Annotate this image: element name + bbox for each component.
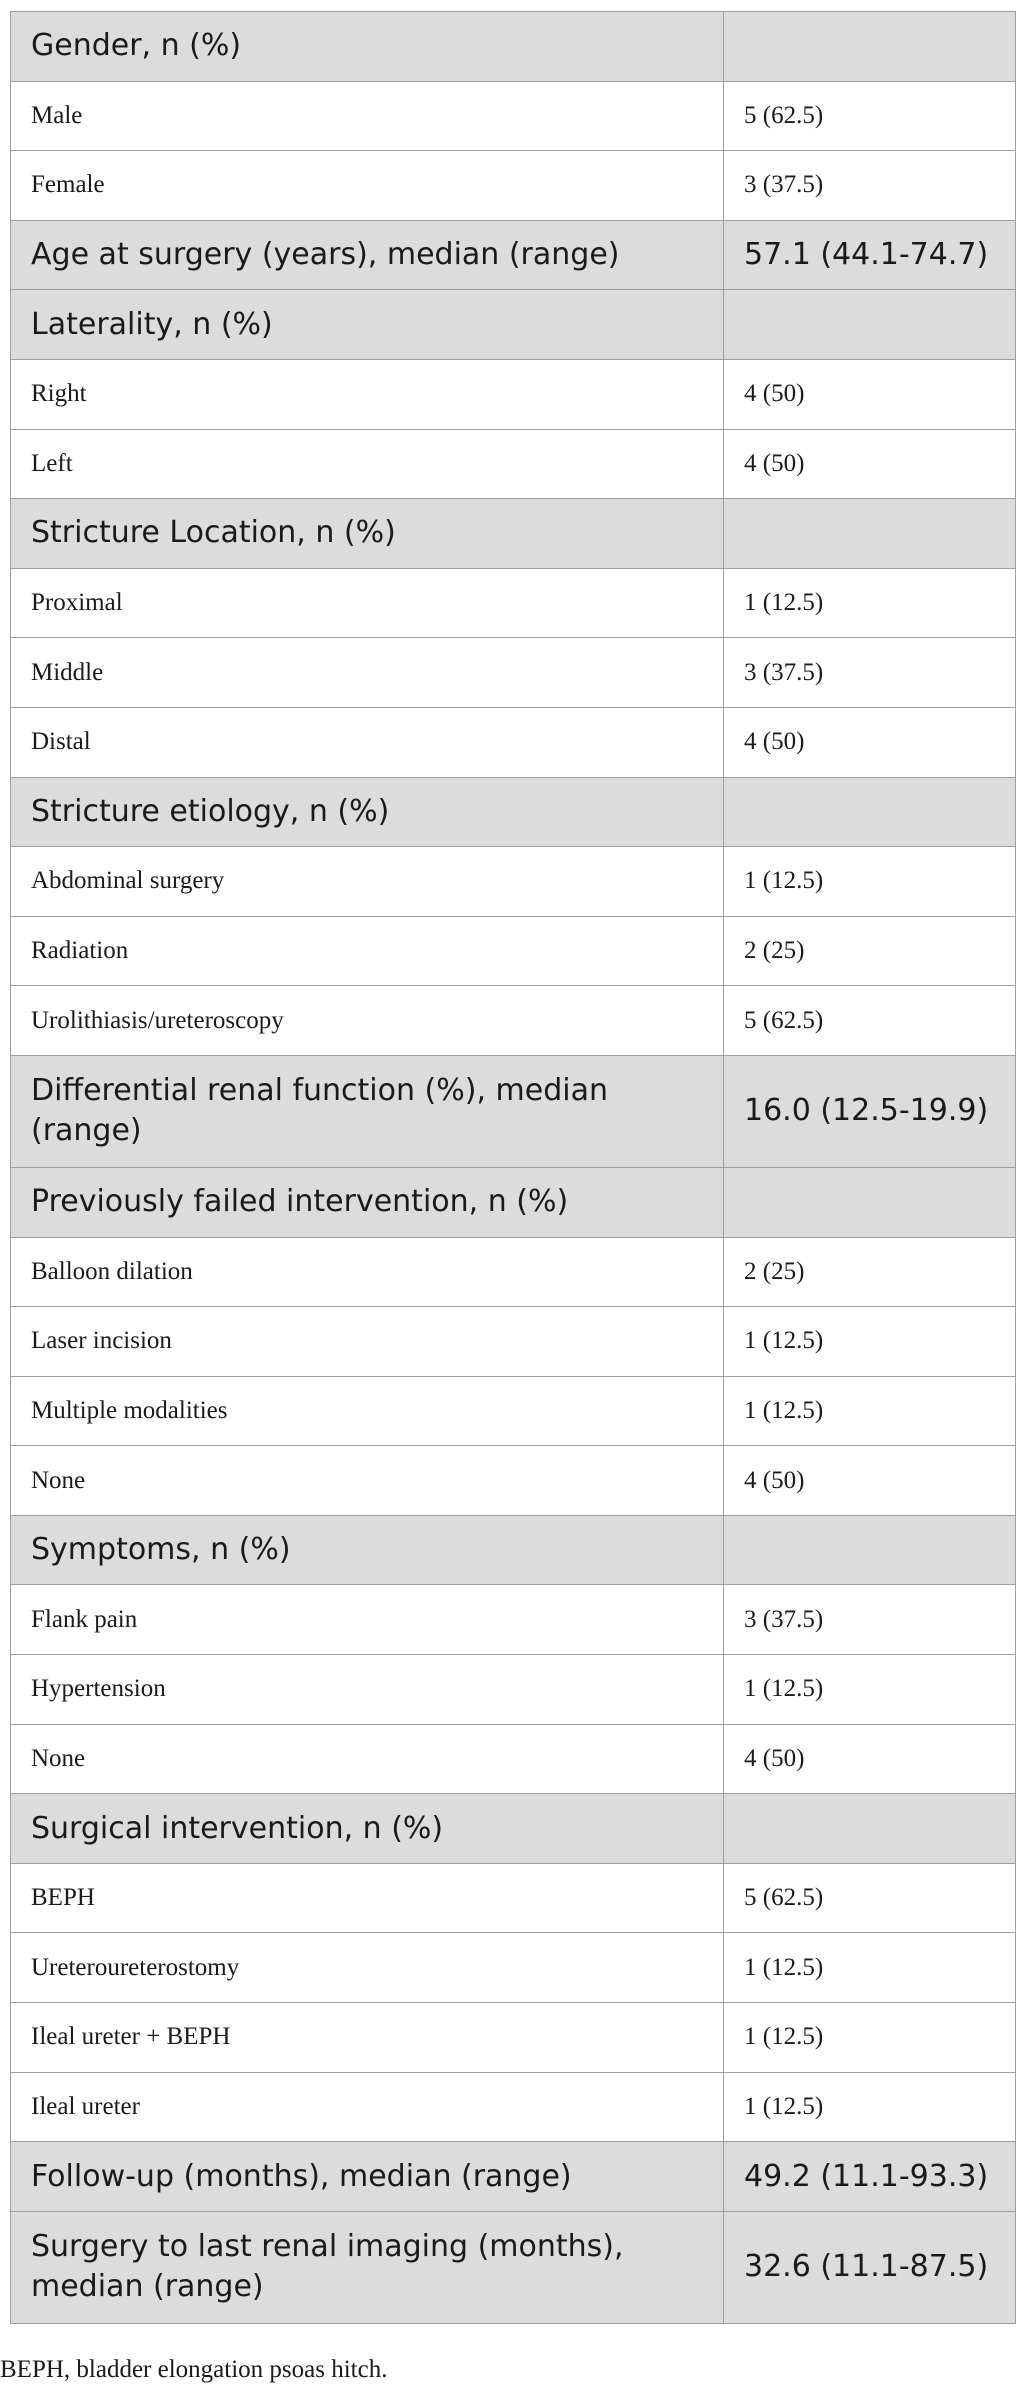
cell-label: Differential renal function (%), median (range) [11,1055,724,1167]
table-section-header [11,12,1016,82]
cell-value: 3 (37.5) [724,151,1016,221]
cell-value: 5 (62.5) [724,1863,1016,1933]
table-row [11,568,1016,638]
table-section-header [11,499,1016,569]
cell-label: Laser incision [11,1307,724,1377]
cell-value: 1 (12.5) [724,1655,1016,1725]
table-section-header [11,1515,1016,1585]
cell-label: Symptoms, n (%) [11,1515,724,1585]
cell-label: Male [11,81,724,151]
table-row [11,638,1016,708]
cell-value [724,1515,1016,1585]
cell-label: Urolithiasis/ureteroscopy [11,986,724,1056]
cell-value: 1 (12.5) [724,847,1016,917]
cell-label: Balloon dilation [11,1237,724,1307]
cell-label: Gender, n (%) [11,12,724,82]
cell-value: 2 (25) [724,1237,1016,1307]
cell-label: Ileal ureter + BEPH [11,2003,724,2073]
characteristics-table [10,11,1016,2324]
table-row [11,986,1016,1056]
cell-value: 5 (62.5) [724,81,1016,151]
cell-value: 1 (12.5) [724,2003,1016,2073]
cell-label: Right [11,359,724,429]
cell-value: 57.1 (44.1-74.7) [724,220,1016,290]
table-row [11,1585,1016,1655]
cell-value: 4 (50) [724,1724,1016,1794]
table-row [11,1376,1016,1446]
cell-label: Multiple modalities [11,1376,724,1446]
cell-label: Left [11,429,724,499]
table-section-header [11,1794,1016,1864]
table-row [11,151,1016,221]
cell-label: Surgery to last renal imaging (months), median (range) [11,2211,724,2323]
cell-label: Hypertension [11,1655,724,1725]
cell-label: Age at surgery (years), median (range) [11,220,724,290]
table-row [11,1933,1016,2003]
cell-value: 1 (12.5) [724,1933,1016,2003]
table-row [11,707,1016,777]
table-row [11,1724,1016,1794]
table-section-header [11,2211,1016,2323]
cell-label: Proximal [11,568,724,638]
cell-label: Follow-up (months), median (range) [11,2142,724,2212]
table-section-header [11,777,1016,847]
cell-label: Stricture etiology, n (%) [11,777,724,847]
cell-label: BEPH [11,1863,724,1933]
cell-label: Ureteroureterostomy [11,1933,724,2003]
cell-label: Middle [11,638,724,708]
cell-label: None [11,1724,724,1794]
cell-value: 5 (62.5) [724,986,1016,1056]
cell-value: 1 (12.5) [724,568,1016,638]
cell-value [724,499,1016,569]
table-row [11,1446,1016,1516]
cell-label: Surgical intervention, n (%) [11,1794,724,1864]
table-section-header [11,220,1016,290]
table-row [11,429,1016,499]
table-row [11,916,1016,986]
table-section-header [11,1055,1016,1167]
cell-value [724,290,1016,360]
cell-value: 3 (37.5) [724,1585,1016,1655]
cell-value [724,12,1016,82]
cell-value: 4 (50) [724,707,1016,777]
cell-label: Previously failed intervention, n (%) [11,1167,724,1237]
table-row [11,2003,1016,2073]
table-body [11,12,1016,2324]
cell-label: Distal [11,707,724,777]
cell-value: 32.6 (11.1-87.5) [724,2211,1016,2323]
cell-value: 16.0 (12.5-19.9) [724,1055,1016,1167]
cell-value [724,1167,1016,1237]
cell-value: 1 (12.5) [724,2072,1016,2142]
cell-value: 1 (12.5) [724,1307,1016,1377]
cell-value [724,777,1016,847]
table-row [11,359,1016,429]
cell-label: None [11,1446,724,1516]
cell-value: 2 (25) [724,916,1016,986]
table-row [11,1655,1016,1725]
table-row [11,81,1016,151]
cell-value: 4 (50) [724,429,1016,499]
cell-label: Female [11,151,724,221]
cell-value [724,1794,1016,1864]
table-row [11,1307,1016,1377]
table-section-header [11,290,1016,360]
table-section-header [11,2142,1016,2212]
cell-label: Ileal ureter [11,2072,724,2142]
table-row [11,847,1016,917]
cell-label: Radiation [11,916,724,986]
cell-value: 4 (50) [724,359,1016,429]
cell-label: Abdominal surgery [11,847,724,917]
cell-label: Flank pain [11,1585,724,1655]
cell-label: Laterality, n (%) [11,290,724,360]
table-row [11,1863,1016,1933]
cell-value: 4 (50) [724,1446,1016,1516]
cell-value: 1 (12.5) [724,1376,1016,1446]
table-section-header [11,1167,1016,1237]
table-row [11,1237,1016,1307]
table-footnote: BEPH, bladder elongation psoas hitch. [0,2356,388,2383]
cell-label: Stricture Location, n (%) [11,499,724,569]
cell-value: 49.2 (11.1-93.3) [724,2142,1016,2212]
table-row [11,2072,1016,2142]
cell-value: 3 (37.5) [724,638,1016,708]
